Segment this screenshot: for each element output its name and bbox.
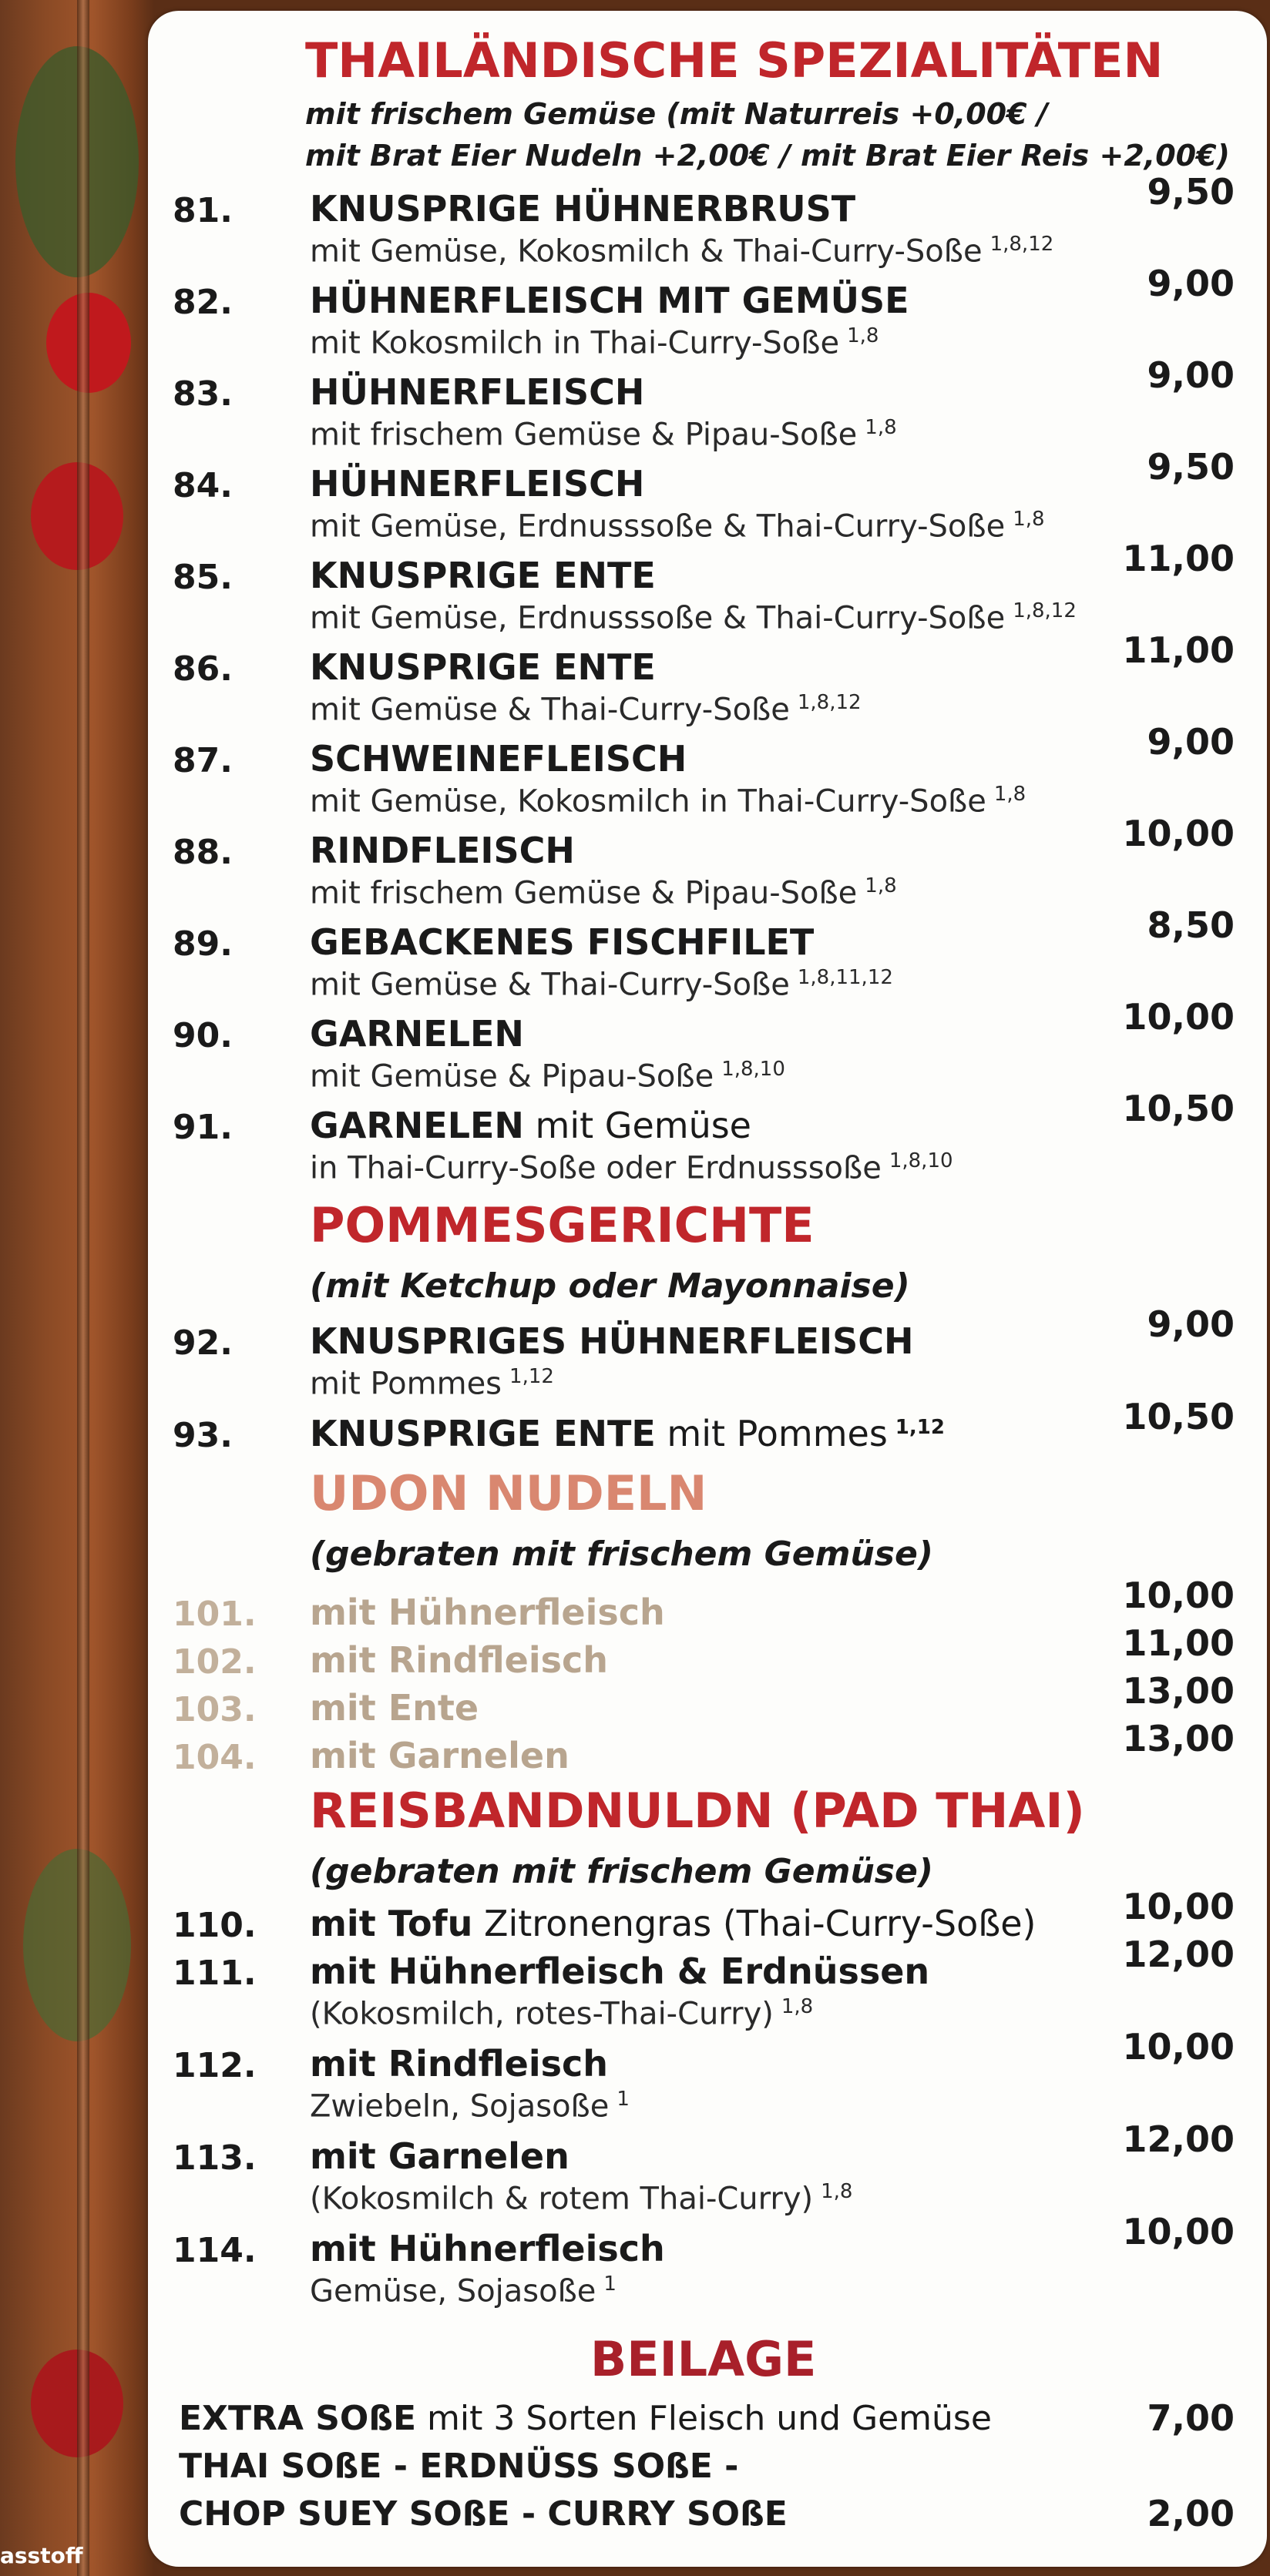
- section-title-beilage: BEILAGE: [590, 2331, 817, 2387]
- item-price: 11,00: [1122, 629, 1235, 671]
- item-description-text: mit Gemüse, Erdnusssoße & Thai-Curry-Soße: [310, 600, 1006, 636]
- item-name-text: HÜHNERFLEISCH: [310, 371, 645, 413]
- item-name: [310, 555, 656, 596]
- item-description-text: mit Pommes: [310, 1366, 502, 1402]
- item-price: 10,00: [1122, 2211, 1235, 2252]
- item-description-text: mit frischem Gemüse & Pipau-Soße: [310, 875, 858, 911]
- menu-card: [148, 11, 1267, 2567]
- section-subtitle-thai-1: mit frischem Gemüse (mit Naturreis +0,00€ /: [305, 97, 1048, 131]
- item-name: [310, 1013, 524, 1055]
- allergen-codes: 1,8,12: [797, 691, 862, 714]
- item-number: 90.: [173, 1016, 233, 1055]
- item-name: [310, 1413, 945, 1454]
- side-text: asstoff: [0, 2543, 83, 2568]
- item-price: 9,00: [1147, 263, 1235, 304]
- item-description-text: Zwiebeln, Sojasoße: [310, 2088, 610, 2125]
- item-price: 10,50: [1122, 1396, 1235, 1437]
- item-name-text: GARNELEN: [310, 1105, 524, 1146]
- allergen-codes: 1,8,11,12: [797, 966, 893, 989]
- item-price: 9,00: [1147, 354, 1235, 396]
- section-subtitle-udon: (gebraten mit frischem Gemüse): [310, 1535, 933, 1574]
- item-number: 110.: [173, 1906, 257, 1945]
- item-number: 81.: [173, 191, 233, 230]
- item-description: [310, 324, 879, 361]
- item-name-text: mit Garnelen: [310, 2135, 569, 2177]
- item-price: 8,50: [1147, 904, 1235, 946]
- item-description: [310, 1365, 554, 1401]
- item-number: 86.: [173, 649, 233, 689]
- item-name: [310, 1950, 929, 1992]
- item-name-text: HÜHNERFLEISCH: [310, 463, 645, 505]
- item-name: [310, 463, 644, 505]
- item-description: [310, 783, 1026, 819]
- item-description: [310, 508, 1045, 544]
- item-number: 91.: [173, 1108, 233, 1147]
- item-name-text: GEBACKENES FISCHFILET: [310, 921, 815, 963]
- item-name-text: mit Rindfleisch: [310, 2043, 609, 2085]
- allergen-codes: 1,12: [895, 1415, 945, 1439]
- item-description: [310, 1149, 953, 1186]
- section-title-pommes: POMMESGERICHTE: [310, 1197, 815, 1253]
- item-name-text: mit Hühnerfleisch: [310, 1592, 665, 1633]
- item-name: [310, 1592, 665, 1633]
- item-description-text: mit Gemüse, Kokosmilch & Thai-Curry-Soße: [310, 233, 983, 270]
- allergen-codes: 1,8,12: [1013, 599, 1077, 622]
- item-description: [310, 2272, 617, 2309]
- item-number: 113.: [173, 2138, 257, 2178]
- item-description: [310, 1058, 785, 1094]
- item-name-text: KNUSPRIGE HÜHNERBRUST: [310, 188, 856, 230]
- item-description: [310, 874, 897, 911]
- beilage-line-3: CHOP SUEY SOßE - CURRY SOßE: [179, 2494, 788, 2534]
- item-name-text: RINDFLEISCH: [310, 830, 575, 871]
- item-price: 10,50: [1122, 1088, 1235, 1129]
- item-description: [310, 599, 1077, 636]
- item-number: 88.: [173, 833, 233, 872]
- beilage-price-3: 2,00: [1147, 2493, 1235, 2534]
- item-number: 111.: [173, 1954, 257, 1993]
- item-description-text: (Kokosmilch & rotem Thai-Curry): [310, 2181, 814, 2217]
- allergen-codes: 1,8: [821, 2180, 853, 2203]
- item-number: 84.: [173, 466, 233, 505]
- item-name-text: KNUSPRIGES HÜHNERFLEISCH: [310, 1320, 914, 1362]
- section-subtitle-padthai: (gebraten mit frischem Gemüse): [310, 1852, 933, 1891]
- item-number: 87.: [173, 741, 233, 780]
- item-name-text: KNUSPRIGE ENTE: [310, 1413, 656, 1454]
- item-number: 104.: [173, 1738, 257, 1777]
- item-price: 12,00: [1122, 1934, 1235, 1975]
- beilage-extra-rest: mit 3 Sorten Fleisch und Gemüse: [416, 2399, 992, 2438]
- item-price: 10,00: [1122, 996, 1235, 1038]
- item-name: [310, 921, 814, 963]
- item-price: 9,00: [1147, 1303, 1235, 1345]
- item-name: [310, 371, 644, 413]
- item-description: [310, 2180, 852, 2216]
- section-subtitle-pommes: (mit Ketchup oder Mayonnaise): [310, 1266, 910, 1306]
- item-number: 114.: [173, 2231, 257, 2270]
- item-name: [310, 280, 909, 321]
- item-name-text: SCHWEINEFLEISCH: [310, 738, 687, 780]
- item-number: 83.: [173, 374, 233, 414]
- item-name-text: KNUSPRIGE ENTE: [310, 646, 656, 688]
- allergen-codes: 1,12: [509, 1365, 554, 1388]
- item-number: 93.: [173, 1416, 233, 1455]
- beilage-line-1: [179, 2399, 992, 2438]
- item-description-text: mit Gemüse & Thai-Curry-Soße: [310, 692, 790, 728]
- item-number: 112.: [173, 2046, 257, 2085]
- item-description: [310, 2088, 630, 2124]
- item-price: 9,50: [1147, 171, 1235, 213]
- item-name: [310, 738, 687, 780]
- item-description: [310, 233, 1053, 269]
- item-description-text: mit Gemüse, Erdnusssoße & Thai-Curry-Soße: [310, 508, 1006, 545]
- item-name: [310, 2228, 665, 2269]
- item-number: 85.: [173, 558, 233, 597]
- item-name-text: mit Tofu: [310, 1903, 473, 1944]
- item-description-text: (Kokosmilch, rotes-Thai-Curry): [310, 1996, 774, 2032]
- allergen-codes: 1,8: [781, 1995, 814, 2018]
- item-number: 101.: [173, 1595, 257, 1634]
- allergen-codes: 1,8: [865, 874, 897, 897]
- item-name: [310, 1105, 751, 1146]
- section-title-udon: UDON NUDELN: [310, 1465, 707, 1521]
- item-name-text: mit Rindfleisch: [310, 1639, 609, 1681]
- item-price: 10,00: [1122, 813, 1235, 854]
- allergen-codes: 1,8: [993, 783, 1026, 806]
- fold-shadow: [77, 0, 89, 2576]
- item-price: 10,00: [1122, 2026, 1235, 2068]
- allergen-codes: 1,8,10: [889, 1149, 953, 1172]
- item-description-text: mit Kokosmilch in Thai-Curry-Soße: [310, 325, 840, 361]
- item-price: 13,00: [1122, 1670, 1235, 1712]
- item-number: 92.: [173, 1323, 233, 1363]
- item-price: 11,00: [1122, 1622, 1235, 1664]
- item-number: 82.: [173, 283, 233, 322]
- beilage-price-1: 7,00: [1147, 2397, 1235, 2439]
- item-name-text: KNUSPRIGE ENTE: [310, 555, 656, 596]
- item-name-text: mit Garnelen: [310, 1735, 569, 1776]
- item-price: 10,00: [1122, 1886, 1235, 1927]
- section-title-padthai: REISBANDNULDN (PAD THAI): [310, 1783, 1085, 1839]
- allergen-codes: 1,8: [865, 416, 897, 439]
- item-name-text: mit Ente: [310, 1687, 479, 1729]
- item-price: 9,00: [1147, 721, 1235, 763]
- item-name-extra: mit Gemüse: [523, 1105, 751, 1146]
- item-price: 12,00: [1122, 2118, 1235, 2160]
- item-name: [310, 646, 656, 688]
- item-price: 13,00: [1122, 1718, 1235, 1759]
- item-description: [310, 966, 893, 1002]
- section-subtitle-thai-2: mit Brat Eier Nudeln +2,00€ / mit Brat Eier Reis +2,00€): [305, 139, 1230, 173]
- item-price: 10,00: [1122, 1575, 1235, 1616]
- item-name: [310, 2135, 569, 2177]
- item-name: [310, 1639, 608, 1681]
- item-description-text: mit Gemüse & Thai-Curry-Soße: [310, 967, 790, 1003]
- item-name: [310, 2043, 608, 2085]
- item-name: [310, 1320, 914, 1362]
- item-description-text: mit Gemüse, Kokosmilch in Thai-Curry-Soße: [310, 783, 986, 820]
- item-price: 11,00: [1122, 538, 1235, 579]
- item-number: 89.: [173, 924, 233, 964]
- item-description: [310, 416, 897, 452]
- item-description-text: mit Gemüse & Pipau-Soße: [310, 1058, 714, 1095]
- item-name: [310, 830, 575, 871]
- item-name-text: mit Hühnerfleisch & Erdnüssen: [310, 1950, 930, 1992]
- allergen-codes: 1,8: [1013, 508, 1045, 531]
- item-name: [310, 1735, 569, 1776]
- item-description-text: mit frischem Gemüse & Pipau-Soße: [310, 417, 858, 453]
- allergen-codes: 1,8,10: [721, 1058, 785, 1081]
- item-description-text: Gemüse, Sojasoße: [310, 2273, 596, 2309]
- item-name: [310, 1687, 479, 1729]
- item-price: 9,50: [1147, 446, 1235, 488]
- item-name-extra: Zitronengras (Thai-Curry-Soße): [472, 1903, 1036, 1944]
- item-description: [310, 1995, 813, 2031]
- allergen-codes: 1,8,12: [989, 233, 1054, 256]
- beilage-line-2: THAI SOßE - ERDNÜSS SOßE -: [179, 2447, 739, 2486]
- item-name: [310, 188, 855, 230]
- allergen-codes: 1: [603, 2272, 617, 2296]
- item-name-text: mit Hühnerfleisch: [310, 2228, 665, 2269]
- item-name: [310, 1903, 1036, 1944]
- beilage-extra-bold: EXTRA SOßE: [179, 2399, 417, 2438]
- item-number: 103.: [173, 1690, 257, 1729]
- item-name-text: HÜHNERFLEISCH MIT GEMÜSE: [310, 280, 909, 321]
- item-description-text: in Thai-Curry-Soße oder Erdnusssoße: [310, 1150, 882, 1186]
- item-name-text: GARNELEN: [310, 1013, 524, 1055]
- allergen-codes: 1: [617, 2088, 630, 2111]
- item-description: [310, 691, 862, 727]
- item-number: 102.: [173, 1642, 257, 1682]
- section-title-thai: THAILÄNDISCHE SPEZIALITÄTEN: [305, 32, 1164, 89]
- allergen-codes: 1,8: [847, 324, 879, 347]
- item-name-extra: mit Pommes: [655, 1413, 888, 1454]
